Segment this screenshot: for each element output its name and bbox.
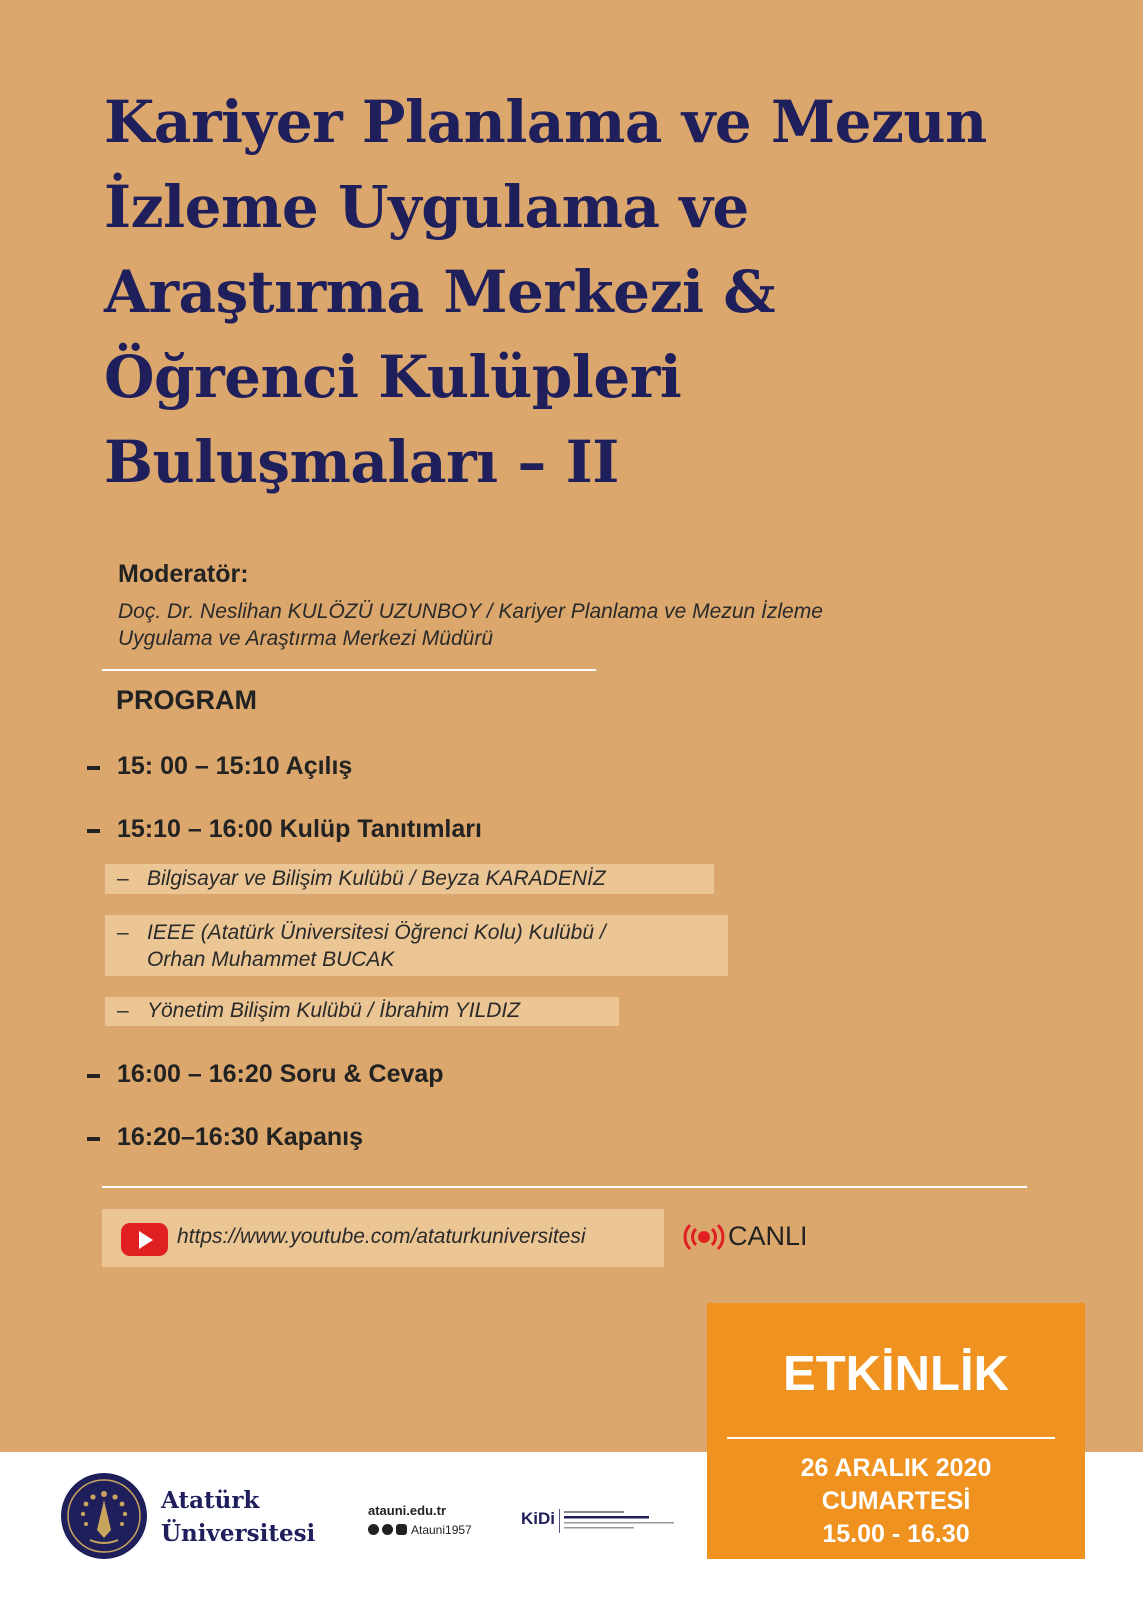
event-datetime xyxy=(707,1452,1085,1551)
moderator-text xyxy=(118,598,1018,652)
stream-url[interactable]: https://www.youtube.com/ataturkuniversitesi xyxy=(177,1225,586,1248)
kidi-logo xyxy=(521,1507,681,1545)
title-line: Buluşmaları – II xyxy=(104,428,619,496)
club-dash: – xyxy=(117,867,129,890)
event-time: 15.00 - 16.30 xyxy=(822,1520,970,1548)
moderator-line: Uygulama ve Araştırma Merkezi Müdürü xyxy=(118,627,494,650)
social-row xyxy=(368,1521,498,1539)
youtube-play-icon xyxy=(139,1231,153,1249)
program-heading: PROGRAM xyxy=(116,685,257,715)
website-link[interactable]: atauni.edu.tr xyxy=(368,1503,447,1518)
university-name-line: Üniversitesi xyxy=(161,1520,316,1547)
university-logo-icon xyxy=(60,1472,148,1560)
program-item: 16:20–16:30 Kapanış xyxy=(117,1123,363,1151)
title-line: Araştırma Merkezi & xyxy=(104,258,776,326)
title-line: İzleme Uygulama ve xyxy=(104,173,749,241)
club-text: Bilgisayar ve Bilişim Kulübü / Beyza KARADENİZ xyxy=(147,867,606,890)
moderator-heading: Moderatör: xyxy=(118,560,249,588)
club-text: Yönetim Bilişim Kulübü / İbrahim YILDIZ xyxy=(147,999,521,1022)
twitter-icon[interactable] xyxy=(368,1524,379,1535)
bullet-dash-icon xyxy=(87,1074,100,1078)
university-name xyxy=(161,1484,315,1550)
club-item xyxy=(105,997,619,1026)
social-handle: Atauni1957 xyxy=(411,1522,472,1537)
facebook-icon[interactable] xyxy=(382,1524,393,1535)
event-date: 26 ARALIK 2020 xyxy=(800,1454,992,1482)
bullet-dash-icon xyxy=(87,1137,100,1141)
divider xyxy=(102,669,596,671)
bullet-dash-icon xyxy=(87,829,100,833)
divider xyxy=(102,1186,1027,1188)
club-item xyxy=(105,915,728,976)
live-broadcast-icon xyxy=(682,1222,726,1252)
title-line: Kariyer Planlama ve Mezun xyxy=(104,88,987,156)
directorate-text-icon xyxy=(559,1509,679,1535)
university-name-line: Atatürk xyxy=(161,1487,260,1514)
club-item xyxy=(105,864,714,894)
title-line: Öğrenci Kulüpleri xyxy=(104,343,682,411)
program-item: 15:10 – 16:00 Kulüp Tanıtımları xyxy=(117,815,482,843)
event-label: ETKİNLİK xyxy=(783,1347,1009,1401)
live-label: CANLI xyxy=(728,1221,808,1251)
bullet-dash-icon xyxy=(87,766,100,770)
moderator-line: Doç. Dr. Neslihan KULÖZÜ UZUNBOY / Kariyer Planlama ve Mezun İzleme xyxy=(118,600,823,623)
event-divider xyxy=(727,1437,1055,1439)
club-text: IEEE (Atatürk Üniversitesi Öğrenci Kolu) Kulübü / xyxy=(147,921,606,944)
instagram-icon[interactable] xyxy=(396,1524,407,1535)
kidi-label: KiDi xyxy=(521,1509,555,1528)
club-dash: – xyxy=(117,921,129,944)
program-item: 16:00 – 16:20 Soru & Cevap xyxy=(117,1060,444,1088)
page-title xyxy=(104,80,1114,505)
program-item: 15: 00 – 15:10 Açılış xyxy=(117,752,353,780)
club-text: Orhan Muhammet BUCAK xyxy=(147,948,395,971)
event-day: CUMARTESİ xyxy=(821,1487,971,1515)
club-dash: – xyxy=(117,999,129,1022)
